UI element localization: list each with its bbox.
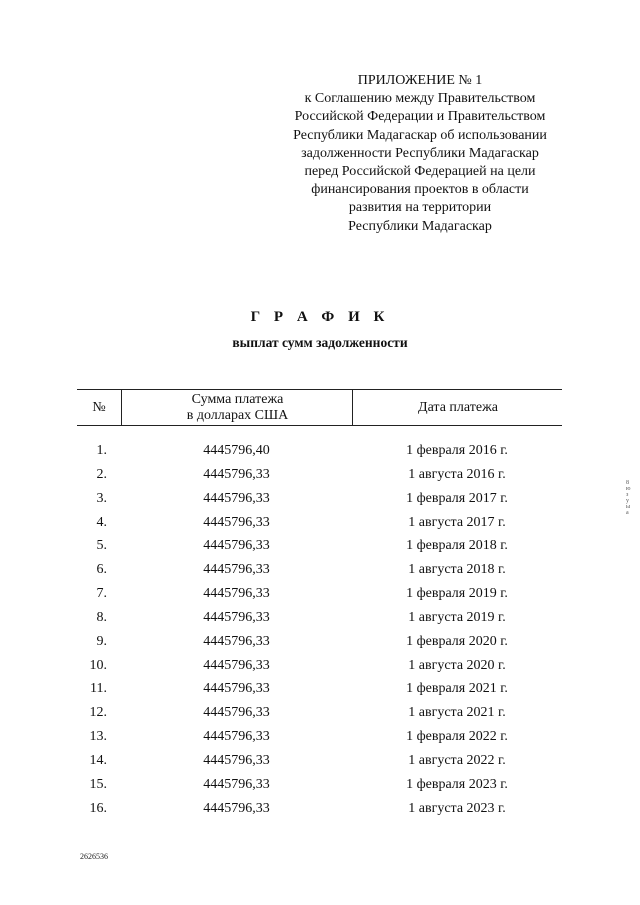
margin-mark [626, 480, 630, 516]
table-row [77, 439, 562, 463]
row-date: 1 августа 2018 г. [408, 562, 506, 578]
table-row [77, 558, 562, 582]
margin-mark-char: з [626, 492, 629, 498]
table-row [77, 773, 562, 797]
table-row [77, 725, 562, 749]
row-date: 1 февраля 2019 г. [406, 586, 508, 602]
row-number: 5. [96, 538, 107, 554]
annex-line: Республики Мадагаскар [348, 218, 492, 234]
row-number: 13. [89, 729, 107, 745]
table-row [77, 582, 562, 606]
row-number: 2. [96, 466, 107, 482]
annex-heading [270, 72, 570, 236]
row-date: 1 февраля 2016 г. [406, 443, 508, 458]
row-date: 1 августа 2022 г. [408, 752, 506, 768]
header-number: № [92, 399, 106, 415]
table-row [77, 797, 562, 821]
row-amount: 4445796,33 [203, 752, 270, 768]
table-row [77, 463, 562, 487]
row-number: 9. [96, 633, 107, 649]
row-date: 1 февраля 2018 г. [406, 538, 508, 554]
header-amount-line1: Сумма платежа [191, 391, 284, 407]
row-number: 3. [96, 490, 107, 506]
row-amount: 4445796,33 [203, 586, 270, 602]
row-amount: 4445796,33 [203, 633, 270, 649]
row-date: 1 февраля 2023 г. [406, 776, 508, 792]
margin-mark-char: ю [626, 486, 631, 492]
table-row [77, 749, 562, 773]
row-number: 10. [89, 657, 107, 673]
row-date: 1 февраля 2021 г. [406, 681, 508, 697]
document-subtitle: выплат сумм задолженности [232, 335, 408, 350]
annex-line: Республики Мадагаскар об использовании [293, 127, 547, 143]
row-number: 1. [96, 443, 107, 458]
row-amount: 4445796,33 [203, 609, 270, 625]
row-date: 1 февраля 2020 г. [406, 633, 508, 649]
payment-table-body [77, 439, 562, 821]
table-row [77, 534, 562, 558]
table-row [77, 701, 562, 725]
table-row [77, 606, 562, 630]
annex-line: Российской Федерации и Правительством [294, 109, 546, 125]
margin-mark-char: у [626, 498, 629, 504]
row-amount: 4445796,33 [203, 538, 270, 554]
header-amount-line2: в долларах США [186, 407, 289, 423]
row-amount: 4445796,33 [203, 705, 270, 721]
row-date: 1 августа 2017 г. [408, 514, 506, 530]
table-header [77, 389, 562, 426]
row-number: 16. [89, 800, 107, 816]
document-code: 2626536 [80, 852, 108, 861]
row-amount: 4445796,33 [203, 681, 270, 697]
table-row [77, 487, 562, 511]
document-title: Г Р А Ф И К [250, 309, 390, 325]
row-amount: 4445796,33 [203, 514, 270, 530]
row-date: 1 августа 2016 г. [408, 466, 506, 482]
annex-line: к Соглашению между Правительством [304, 91, 536, 107]
row-date: 1 февраля 2017 г. [406, 490, 508, 506]
row-number: 8. [96, 609, 107, 625]
margin-mark-char: а [626, 510, 629, 516]
annex-line: задолженности Республики Мадагаскар [301, 145, 539, 161]
table-row [77, 630, 562, 654]
row-number: 12. [89, 705, 107, 721]
row-number: 7. [96, 586, 107, 602]
header-date: Дата платежа [352, 390, 563, 425]
row-amount: 4445796,40 [203, 443, 270, 458]
row-amount: 4445796,33 [203, 729, 270, 745]
margin-mark-char: ы [626, 504, 631, 510]
row-number: 15. [89, 776, 107, 792]
row-amount: 4445796,33 [203, 657, 270, 673]
annex-line: перед Российской Федерацией на цели [304, 164, 536, 180]
row-amount: 4445796,33 [203, 562, 270, 578]
row-date: 1 августа 2020 г. [408, 657, 506, 673]
annex-line: ПРИЛОЖЕНИЕ № 1 [357, 73, 483, 88]
table-row [77, 677, 562, 701]
table-row [77, 654, 562, 678]
annex-line: финансирования проектов в области [311, 182, 529, 198]
row-number: 6. [96, 562, 107, 578]
margin-mark-char: 8 [626, 480, 629, 486]
row-number: 11. [90, 681, 107, 697]
header-amount [121, 390, 353, 425]
table-row [77, 511, 562, 535]
row-date: 1 февраля 2022 г. [406, 729, 508, 745]
row-amount: 4445796,33 [203, 490, 270, 506]
row-date: 1 августа 2023 г. [408, 800, 506, 816]
row-amount: 4445796,33 [203, 466, 270, 482]
row-number: 14. [89, 752, 107, 768]
annex-line: развития на территории [348, 200, 492, 216]
row-number: 4. [96, 514, 107, 530]
row-amount: 4445796,33 [203, 776, 270, 792]
row-date: 1 августа 2021 г. [408, 705, 506, 721]
row-amount: 4445796,33 [203, 800, 270, 816]
row-date: 1 августа 2019 г. [408, 609, 506, 625]
